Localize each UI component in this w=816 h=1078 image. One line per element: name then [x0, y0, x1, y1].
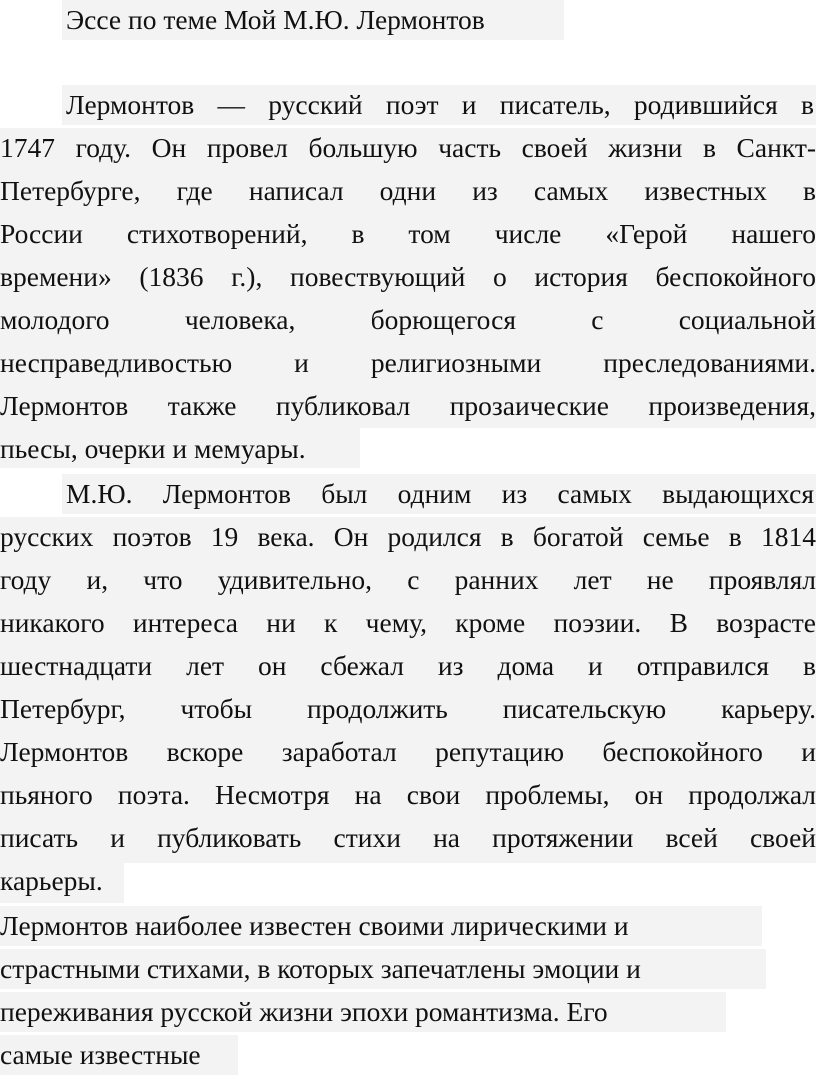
text-line: русских поэтов 19 века. Он родился в богатой семье в 1814 [0, 521, 816, 552]
text-line: пьесы, очерки и мемуары. [0, 433, 306, 464]
text-line: Лермонтов наиболее известен своими лирическими и [0, 910, 629, 941]
text-line: Лермонтов — русский поэт и писатель, родившийся в [66, 89, 814, 120]
text-line: России стихотворений, в том числе «Герой нашего [0, 218, 816, 249]
text-line: времени» (1836 г.), повествующий о история беспокойного [0, 261, 816, 292]
text-line: Лермонтов также публиковал прозаические произведения, [0, 390, 816, 421]
page-title: Эссе по теме Мой М.Ю. Лермонтов [66, 4, 485, 35]
text-line: Петербурге, где написал одни из самых известных в [0, 175, 816, 206]
text-line: страстными стихами, в которых запечатлены эмоции и [0, 953, 641, 984]
text-line: М.Ю. Лермонтов был одним из самых выдающихся [66, 478, 814, 509]
text-line: никакого интереса ни к чему, кроме поэзии. В возрасте [0, 607, 816, 638]
text-line: переживания русской жизни эпохи романтизма. Его [0, 996, 608, 1027]
text-line: пьяного поэта. Несмотря на свои проблемы, он продолжал [0, 779, 816, 810]
text-line: самые известные [0, 1039, 201, 1070]
text-line: шестнадцати лет он сбежал из дома и отправился в [0, 650, 816, 681]
text-line: карьеры. [0, 865, 103, 896]
text-line: 1747 году. Он провел большую часть своей жизни в Санкт- [0, 132, 816, 163]
text-line: писать и публиковать стихи на протяжении всей своей [0, 822, 816, 853]
text-line: Петербург, чтобы продолжить писательскую карьеру. [0, 693, 816, 724]
text-line: году и, что удивительно, с ранних лет не проявлял [0, 564, 816, 595]
text-line: Лермонтов вскоре заработал репутацию беспокойного и [0, 736, 816, 767]
text-line: несправедливостью и религиозными преследованиями. [0, 347, 816, 378]
text-line: молодого человека, борющегося с социальной [0, 304, 816, 335]
